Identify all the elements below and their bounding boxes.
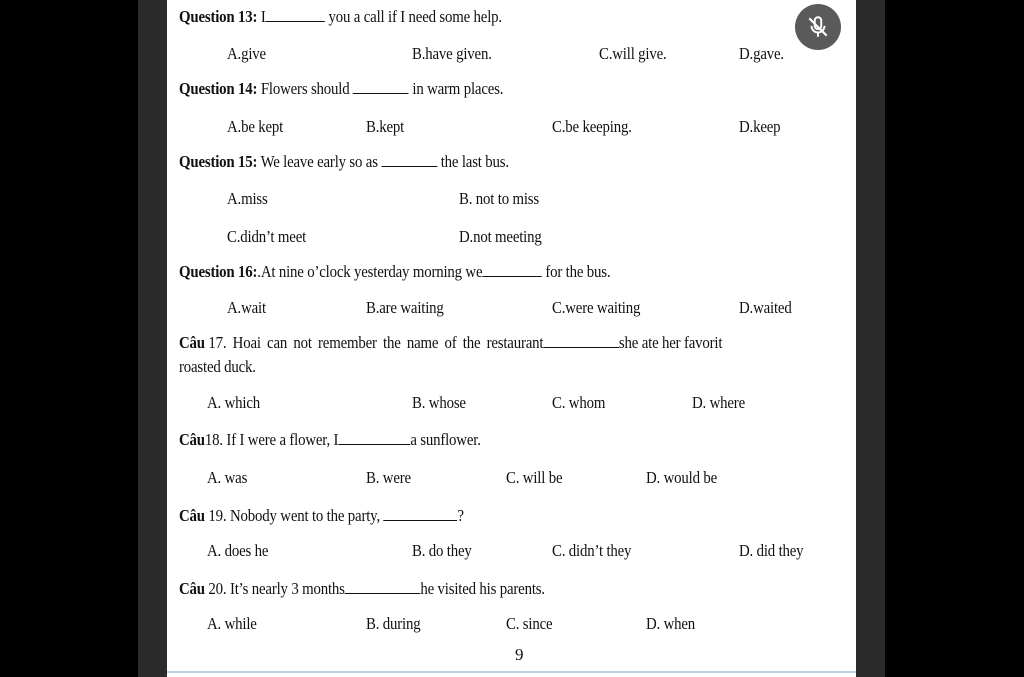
- option-b: B. were: [366, 468, 411, 487]
- question-text: 18. If I were a flower, I: [204, 430, 339, 449]
- option-d: D. would be: [646, 468, 718, 487]
- option-c: C. didn’t they: [552, 541, 632, 560]
- question-text: 17. Hoai can not remember the name of the restaurant: [208, 333, 544, 352]
- option-b: B. during: [366, 614, 421, 633]
- question-14: [179, 79, 503, 99]
- question-19: [179, 506, 464, 526]
- question-text: .At nine o’clock yesterday morning we: [257, 262, 483, 281]
- question-text: you a call if I need some help.: [328, 7, 502, 26]
- page-number: 9: [515, 645, 524, 664]
- option-b: B.are waiting: [366, 298, 444, 317]
- option-c: C. since: [506, 614, 553, 633]
- option-d: D. where: [692, 393, 745, 412]
- option-a: A. does he: [207, 541, 269, 560]
- option-d: D.keep: [739, 117, 781, 136]
- question-label: Question 16:: [179, 262, 258, 281]
- question-label: Câu: [179, 333, 205, 352]
- answer-blank: [384, 508, 458, 521]
- question-label: Câu: [179, 579, 205, 598]
- question-15: [179, 152, 509, 172]
- option-a: A. was: [207, 468, 248, 487]
- question-text: he visited his parents.: [420, 579, 545, 598]
- question-label: Question 14:: [179, 79, 258, 98]
- right-frame-bar: [856, 0, 885, 677]
- option-b: B. do they: [412, 541, 472, 560]
- option-b: B. not to miss: [459, 189, 540, 208]
- option-a: A.miss: [227, 189, 268, 208]
- question-text: I: [260, 7, 266, 26]
- option-a: A.wait: [227, 298, 266, 317]
- page-bottom-border: [167, 671, 856, 673]
- option-b: B.have given.: [412, 44, 492, 63]
- answer-blank: [543, 335, 619, 348]
- option-c: C. will be: [506, 468, 563, 487]
- question-text: Flowers should: [260, 79, 350, 98]
- answer-blank: [353, 81, 409, 94]
- question-label: Câu: [179, 506, 205, 525]
- question-label: Question 13:: [179, 7, 258, 26]
- question-13: [179, 7, 502, 27]
- question-label: Question 15:: [179, 152, 258, 171]
- mic-off-icon: [805, 14, 831, 40]
- answer-blank: [266, 9, 325, 22]
- option-c: C.be keeping.: [552, 117, 632, 136]
- question-text: she ate her favorit: [618, 333, 723, 352]
- question-text: 20. It’s nearly 3 months: [208, 579, 345, 598]
- question-17-continued: roasted duck.: [179, 357, 256, 376]
- question-text: the last bus.: [440, 152, 509, 171]
- question-17: [179, 333, 722, 353]
- option-c: C. whom: [552, 393, 606, 412]
- answer-blank: [338, 432, 410, 445]
- question-text: ?: [457, 506, 464, 525]
- question-text: for the bus.: [545, 262, 611, 281]
- option-a: A. while: [207, 614, 257, 633]
- question-text: a sunflower.: [410, 430, 481, 449]
- option-b: B. whose: [412, 393, 466, 412]
- mute-microphone-button[interactable]: [795, 4, 841, 50]
- answer-blank: [482, 264, 541, 277]
- question-20: [179, 579, 545, 599]
- option-b: B.kept: [366, 117, 405, 136]
- left-frame-bar: [138, 0, 167, 677]
- question-16: [179, 262, 610, 282]
- question-text: We leave early so as: [260, 152, 378, 171]
- option-d: D.waited: [739, 298, 792, 317]
- answer-blank: [345, 581, 421, 594]
- question-text: 19. Nobody went to the party,: [208, 506, 380, 525]
- option-d: D. when: [646, 614, 696, 633]
- option-a: A.be kept: [227, 117, 284, 136]
- answer-blank: [381, 154, 437, 167]
- option-c: C.didn’t meet: [227, 227, 307, 246]
- option-a: A. which: [207, 393, 261, 412]
- option-c: C.will give.: [599, 44, 667, 63]
- option-d: D.gave.: [739, 44, 784, 63]
- question-18: [179, 430, 481, 450]
- option-d: D.not meeting: [459, 227, 542, 246]
- option-c: C.were waiting: [552, 298, 641, 317]
- option-a: A.give: [227, 44, 266, 63]
- option-d: D. did they: [739, 541, 804, 560]
- document-page: [167, 0, 856, 677]
- question-label: Câu: [179, 430, 205, 449]
- question-text: in warm places.: [412, 79, 504, 98]
